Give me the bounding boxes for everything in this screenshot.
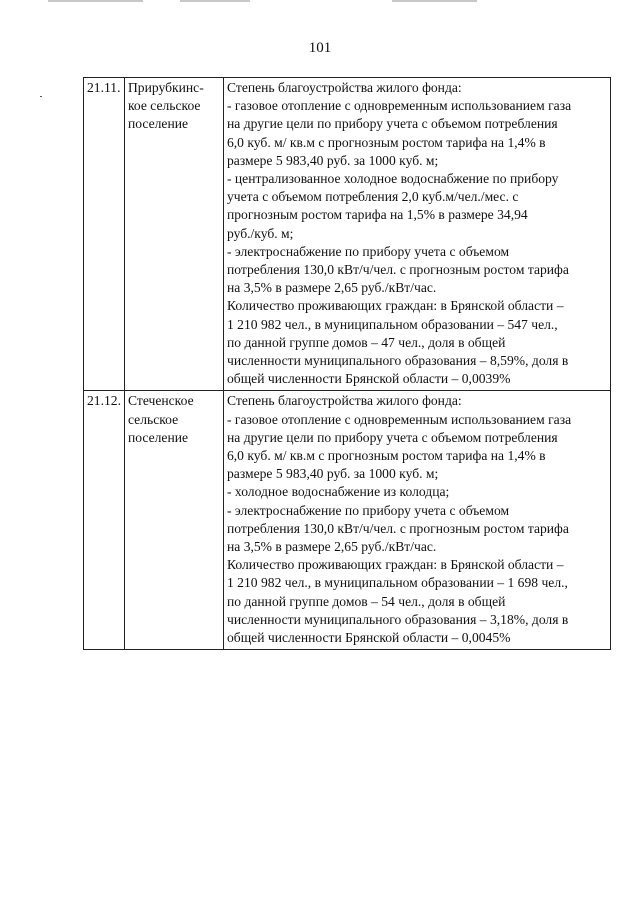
- description-line: Количество проживающих граждан: в Брянской области –: [226, 298, 564, 314]
- description-line: Количество проживающих граждан: в Брянской области –: [226, 557, 564, 573]
- description-line: 1 210 982 чел., в муниципальном образовании – 547 чел.,: [226, 316, 558, 332]
- row-number: 21.12.: [84, 391, 125, 650]
- description-line: по данной группе домов – 47 чел., доля в общей: [226, 334, 506, 350]
- housing-description: [223, 391, 610, 650]
- description-line: на другие цели по прибору учета с объемом потребления: [226, 116, 558, 132]
- table-body: [84, 78, 611, 650]
- settlement-name-line: сельское: [127, 411, 179, 427]
- settlement-name: [124, 78, 223, 391]
- description-line: - централизованное холодное водоснабжение по прибору: [226, 171, 559, 187]
- scan-edge-mark-left: [48, 0, 143, 2]
- description-line: Степень благоустройства жилого фонда:: [226, 80, 462, 95]
- description-line: потребления 130,0 кВт/ч/чел. с прогнозным ростом тарифа: [226, 262, 569, 278]
- description-line: общей численности Брянской области – 0,0045%: [226, 630, 511, 646]
- description-line: Степень благоустройства жилого фонда:: [226, 393, 462, 409]
- settlement-name-line: поселение: [127, 116, 189, 132]
- description-line: - электроснабжение по прибору учета с объемом: [226, 502, 510, 518]
- description-line: руб./куб. м;: [226, 225, 294, 241]
- description-line: размере 5 983,40 руб. за 1000 куб. м;: [226, 152, 439, 168]
- description-line: численности муниципального образования – 8,59%, доля в: [226, 353, 569, 369]
- table-row: [84, 78, 611, 391]
- description-line: общей численности Брянской области – 0,0039%: [226, 371, 511, 387]
- description-line: прогнозным ростом тарифа на 1,5% в размере 34,94: [226, 207, 528, 223]
- scan-edge-mark-right: [392, 0, 477, 2]
- page-number: 101: [308, 40, 332, 56]
- settlement-name: [124, 391, 223, 650]
- settlement-name-line: Стеченское: [127, 393, 194, 409]
- settlement-name-line: Прирубкинс-: [127, 80, 204, 95]
- housing-description: [223, 78, 610, 391]
- description-line: размере 5 983,40 руб. за 1000 куб. м;: [226, 466, 439, 482]
- description-line: - газовое отопление с одновременным использованием газа: [226, 98, 572, 114]
- description-line: 6,0 куб. м/ кв.м с прогнозным ростом тарифа на 1,4% в: [226, 448, 546, 464]
- description-line: - холодное водоснабжение из колодца;: [226, 484, 450, 500]
- description-line: на другие цели по прибору учета с объемом потребления: [226, 429, 558, 445]
- description-line: на 3,5% в размере 2,65 руб./кВт/час.: [226, 280, 437, 296]
- settlement-table: [83, 77, 611, 650]
- description-line: по данной группе домов – 54 чел., доля в общей: [226, 593, 506, 609]
- scan-speck: [40, 96, 42, 97]
- settlement-name-line: поселение: [127, 429, 189, 445]
- description-line: численности муниципального образования – 3,18%, доля в: [226, 611, 569, 627]
- description-line: 6,0 куб. м/ кв.м с прогнозным ростом тарифа на 1,4% в: [226, 134, 546, 150]
- description-line: - электроснабжение по прибору учета с объемом: [226, 243, 510, 259]
- settlement-name-line: кое сельское: [127, 98, 201, 114]
- table-row: [84, 391, 611, 650]
- description-line: на 3,5% в размере 2,65 руб./кВт/час.: [226, 539, 437, 555]
- description-line: 1 210 982 чел., в муниципальном образовании – 1 698 чел.,: [226, 575, 568, 591]
- description-line: - газовое отопление с одновременным использованием газа: [226, 411, 572, 427]
- description-line: потребления 130,0 кВт/ч/чел. с прогнозным ростом тарифа: [226, 520, 569, 536]
- scan-edge-mark-center: [180, 0, 250, 2]
- description-line: учета с объемом потребления 2,0 куб.м/чел./мес. с: [226, 189, 519, 205]
- row-number: 21.11.: [84, 78, 125, 391]
